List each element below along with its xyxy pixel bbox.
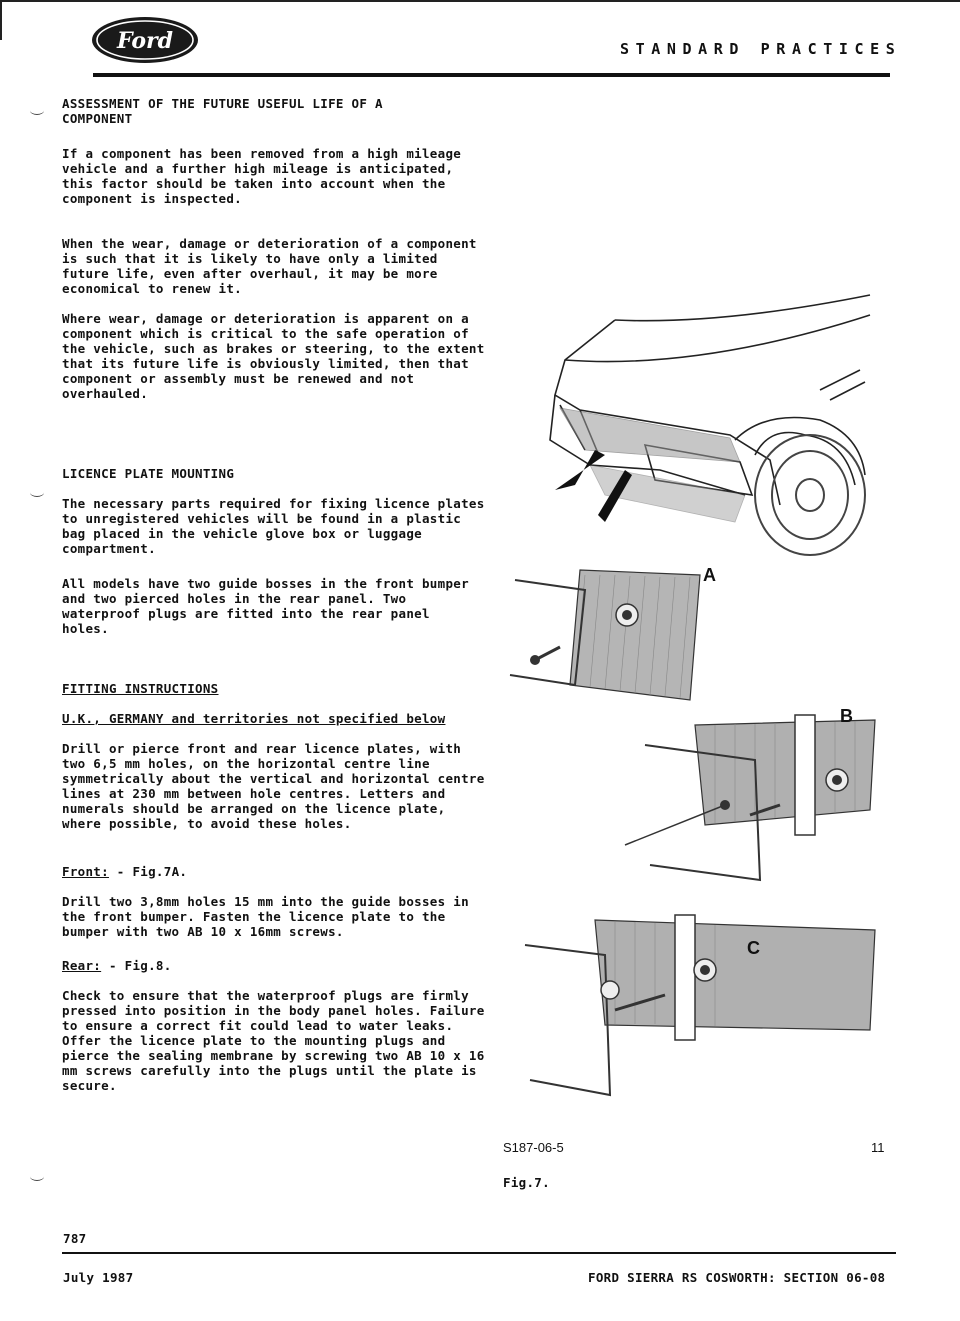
figure-code: S187-06-5 — [503, 1140, 564, 1155]
front-ref: - Fig.7A. — [108, 864, 188, 879]
header-title: STANDARD PRACTICES — [620, 40, 902, 58]
front-line — [62, 864, 492, 879]
footer-date: July 1987 — [63, 1270, 134, 1285]
rear-label: Rear: — [62, 958, 102, 973]
label-a: A — [703, 565, 716, 585]
detail-b-illustration — [615, 705, 880, 890]
ford-logo-text: Ford — [116, 28, 174, 54]
ford-logo — [90, 15, 200, 65]
rear-ref: - Fig.8. — [101, 958, 172, 973]
assessment-heading: ASSESSMENT OF THE FUTURE USEFUL LIFE OF A COMPONENT — [62, 96, 383, 126]
car-front-illustration — [520, 290, 890, 560]
footer-rule — [62, 1252, 896, 1254]
label-b: B — [840, 706, 853, 726]
punch-mark — [30, 106, 44, 115]
label-c: C — [747, 938, 760, 958]
punch-mark — [30, 488, 44, 497]
paragraph-assessment-3: Where wear, damage or deterioration is apparent on a component which is critical to the safe operation of the vehicle, such as brakes or steering, to the extent that its future life is obviously limited, then that component or assembly must be renewed and not overhauled. — [62, 311, 485, 401]
paragraph-rear: Check to ensure that the waterproof plugs are firmly pressed into position in the body panel holes. Failure to ensure a correct fit could lead to water leaks. Offer the licence plate to the mounting plugs and pierce the sealing membrane by screwing two AB 10 x 16 mm screws carefully into the plugs until the plate is secure. — [62, 988, 485, 1093]
scan-edge-left — [0, 0, 2, 40]
figure-code-right: 11 — [871, 1140, 885, 1155]
scan-edge-top — [0, 0, 960, 2]
punch-mark — [30, 1172, 44, 1181]
detail-a-illustration — [505, 565, 705, 710]
licence-heading: LICENCE PLATE MOUNTING — [62, 466, 235, 481]
rear-line — [62, 958, 492, 973]
paragraph-licence-1: The necessary parts required for fixing licence plates to unregistered vehicles will be found in a plastic bag placed in the vehicle glove box or luggage compartment. — [62, 496, 485, 556]
header-rule — [93, 73, 890, 77]
paragraph-assessment-1: If a component has been removed from a high mileage vehicle and a further high mileage is anticipated, this factor should be taken into account when the component is inspected. — [62, 146, 462, 206]
footer-section: FORD SIERRA RS COSWORTH: SECTION 06-08 — [588, 1270, 886, 1285]
paragraph-licence-2: All models have two guide bosses in the front bumper and two pierced holes in the rear panel. Two waterproof plugs are fitted into the rear panel holes. — [62, 576, 469, 636]
figure-caption: Fig.7. — [503, 1175, 550, 1190]
paragraph-drill: Drill or pierce front and rear licence plates, with two 6,5 mm holes, on the horizontal centre line symmetrically about the vertical and horizontal centre lines at 230 mm between hole centres. Letters and numerals should be arranged on the licence plate, where possible, to avoid these holes. — [62, 741, 485, 831]
fitting-heading: FITTING INSTRUCTIONS — [62, 681, 219, 696]
uk-heading: U.K., GERMANY and territories not specified below — [62, 711, 446, 726]
paragraph-front: Drill two 3,8mm holes 15 mm into the guide bosses in the front bumper. Fasten the licence plate to the bumper with two AB 10 x 16mm screws. — [62, 894, 469, 939]
page-number: 787 — [63, 1231, 87, 1246]
paragraph-assessment-2: When the wear, damage or deterioration of a component is such that it is likely to have only a limited future life, even after overhaul, it may be more economical to renew it. — [62, 236, 477, 296]
detail-c-illustration — [515, 910, 880, 1100]
front-label: Front: — [62, 864, 109, 879]
